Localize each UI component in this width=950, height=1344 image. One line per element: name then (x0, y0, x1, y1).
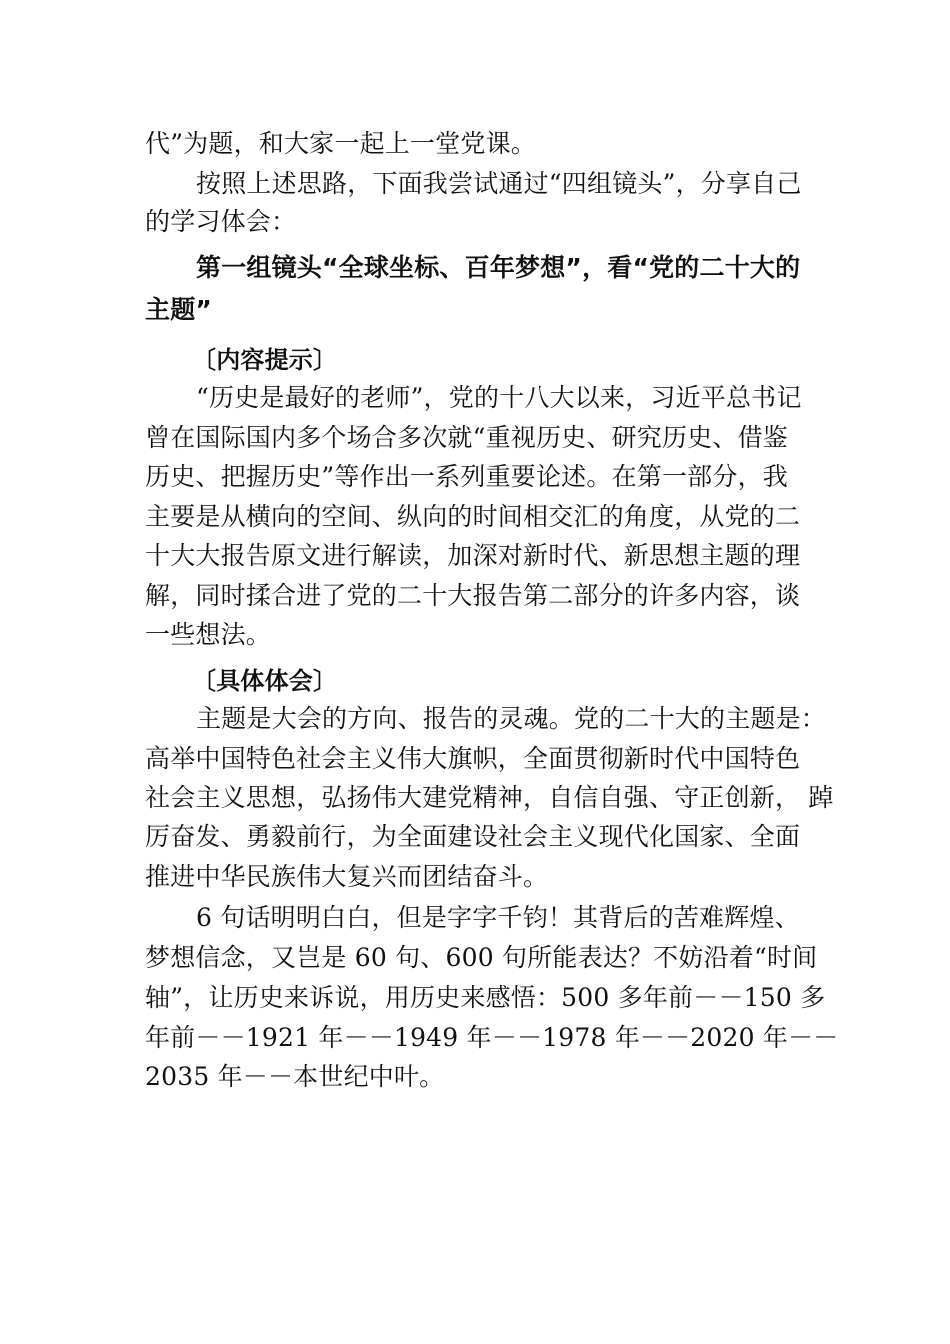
section-title-line-2: 主题” (145, 295, 213, 324)
experience-line: 高举中国特色社会主义伟大旗帜，全面贯彻新时代中国特色 (145, 744, 801, 773)
experience-line: 主题是大会的方向、报告的灵魂。党的二十大的主题是： (196, 704, 827, 733)
timeline-line: 轴”，让历史来诉说，用历史来感悟：500 多年前－－150 多 (145, 983, 826, 1012)
content-hint-line: 解，同时揉合进了党的二十大报告第二部分的许多内容，谈 (145, 581, 801, 610)
content-hint-line: 历史、把握历史”等作出一系列重要论述。在第一部分，我 (145, 462, 788, 491)
experience-line: 厉奋发、勇毅前行，为全面建设社会主义现代化国家、全面 (145, 822, 801, 851)
experience-line: 推进中华民族伟大复兴而团结奋斗。 (145, 862, 549, 891)
experience-label: 〔具体体会〕 (192, 667, 338, 695)
content-hint-line: 十大大报告原文进行解读，加深对新时代、新思想主题的理 (145, 541, 801, 570)
content-hint-line: “历史是最好的老师”，党的十八大以来，习近平总书记 (196, 383, 802, 412)
intro-line-1: 代”为题，和大家一起上一堂党课。 (145, 129, 536, 158)
timeline-line: 6 句话明明白白，但是字字千钧！其背后的苦难辉煌、 (196, 903, 800, 932)
timeline-line: 2035 年－－本世纪中叶。 (145, 1062, 445, 1091)
section-title-line-1: 第一组镜头“全球坐标、百年梦想”，看“党的二十大的 (196, 253, 801, 282)
intro-line-2: 按照上述思路，下面我尝试通过“四组镜头”，分享自己 (196, 169, 802, 198)
experience-line: 社会主义思想，弘扬伟大建党精神，自信自强、守正创新， 踔 (145, 783, 834, 812)
content-hint-line: 一些想法。 (145, 620, 272, 649)
intro-line-3: 的学习体会： (145, 207, 297, 236)
content-hint-label: 〔内容提示〕 (192, 346, 338, 374)
content-hint-line: 曾在国际国内多个场合多次就“重视历史、研究历史、借鉴 (145, 423, 788, 452)
content-hint-line: 主要是从横向的空间、纵向的时间相交汇的角度，从党的二 (145, 502, 801, 531)
timeline-line: 年前－－1921 年－－1949 年－－1978 年－－2020 年－－ (145, 1023, 839, 1052)
timeline-line: 梦想信念，又岂是 60 句、600 句所能表达？不妨沿着“时间 (145, 943, 818, 972)
